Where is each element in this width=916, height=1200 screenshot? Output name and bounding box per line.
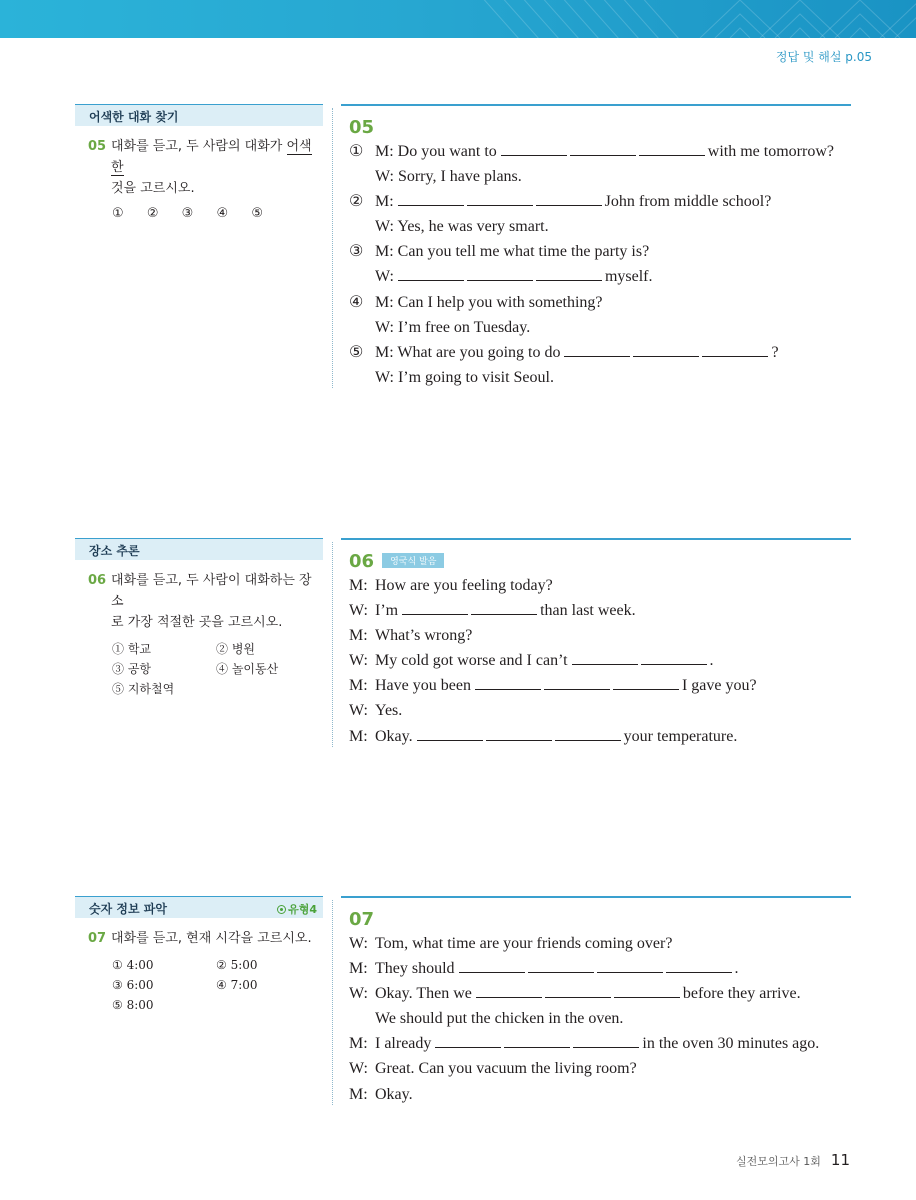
line-text: Okay. <box>375 1085 413 1103</box>
speaker: M: <box>349 727 368 745</box>
line-text: Okay. <box>375 727 413 745</box>
dialogue-line <box>341 931 851 956</box>
speaker: M: <box>375 344 394 361</box>
question-text <box>75 928 323 949</box>
question-number: 05 <box>88 139 107 154</box>
blank[interactable] <box>467 192 533 206</box>
dictation-number: 05 <box>349 116 375 138</box>
option-mark: ④ <box>349 293 364 311</box>
dialogue-line <box>341 239 851 264</box>
dialogue-line <box>341 1006 851 1031</box>
blank[interactable] <box>641 651 707 665</box>
dialogue-lines <box>341 931 851 1107</box>
line-text-end: . <box>734 959 739 977</box>
line-text: How are you feeling today? <box>375 576 553 594</box>
category-bar <box>75 896 323 918</box>
speaker: W: <box>375 167 394 185</box>
answer-reference: 정답 및 해설 p.05 <box>775 50 872 64</box>
section-rule <box>341 104 851 106</box>
dialogue-line <box>341 214 851 239</box>
speaker: M: <box>349 626 368 644</box>
blank[interactable] <box>486 727 552 741</box>
line-text: Have you been <box>375 677 471 695</box>
blank[interactable] <box>666 959 732 973</box>
line-text-end: than last week. <box>540 601 636 619</box>
blank[interactable] <box>528 959 594 973</box>
dialogue-line <box>341 315 851 340</box>
question-panel <box>75 896 323 1015</box>
target-icon <box>277 905 286 914</box>
column-divider <box>332 900 333 1105</box>
speaker: M: <box>349 1085 368 1103</box>
line-text: I already <box>375 1035 432 1053</box>
speaker: W: <box>349 934 368 952</box>
dialogue-line <box>341 623 851 648</box>
speaker: M: <box>349 959 368 977</box>
question-number: 06 <box>88 573 107 588</box>
choice-5[interactable]: ⑤ <box>251 206 263 221</box>
dictation-panel <box>341 896 851 1107</box>
dialogue-lines <box>341 573 851 749</box>
speaker: M: <box>349 1035 368 1053</box>
dialogue-line <box>341 1056 851 1081</box>
speaker: M: <box>349 677 368 695</box>
choice-4[interactable]: ④ <box>216 206 229 221</box>
dictation-panel <box>341 104 851 390</box>
dialogue-line <box>341 340 851 365</box>
dialogue-line <box>341 724 851 749</box>
blank[interactable] <box>467 267 533 281</box>
line-text: Yes, he was very smart. <box>397 218 549 236</box>
speaker: W: <box>349 601 368 619</box>
speaker: W: <box>349 984 368 1002</box>
option-4[interactable]: ④ 7:00 <box>216 978 258 992</box>
speaker: W: <box>349 652 368 670</box>
dialogue-line <box>341 1031 851 1056</box>
blank[interactable] <box>564 343 630 357</box>
blank[interactable] <box>504 1034 570 1048</box>
line-text-end: with me tomorrow? <box>707 142 834 160</box>
section-rule <box>341 538 851 540</box>
line-text: My cold got worse and I can’t <box>375 652 568 670</box>
dialogue-lines <box>341 139 851 391</box>
speaker: M: <box>375 243 394 261</box>
blank[interactable] <box>570 142 636 156</box>
question-panel <box>75 104 323 221</box>
page-footer <box>736 1151 850 1169</box>
category-bar <box>75 104 323 126</box>
dialogue-line <box>341 673 851 698</box>
blank[interactable] <box>639 142 705 156</box>
blank[interactable] <box>536 267 602 281</box>
dialogue-line <box>341 698 851 723</box>
line-text: I’m going to visit Seoul. <box>397 369 554 387</box>
dialogue-line <box>341 264 851 289</box>
answer-options <box>75 639 323 699</box>
line-text: Can you tell me what time the party is? <box>397 243 650 261</box>
blank[interactable] <box>471 601 537 615</box>
blank[interactable] <box>573 1034 639 1048</box>
line-text: Can I help you with something? <box>397 293 603 311</box>
line-text-end: before they arrive. <box>682 984 801 1002</box>
line-text-end: I gave you? <box>681 677 757 695</box>
line-text-end: ? <box>771 344 779 361</box>
blank[interactable] <box>544 676 610 690</box>
question-number: 07 <box>88 931 107 946</box>
dialogue-line <box>341 1082 851 1107</box>
question-text <box>75 136 323 199</box>
category-title: 어색한 대화 찾기 <box>89 110 179 124</box>
speaker: M: <box>375 192 394 210</box>
line-text: Do you want to <box>397 142 497 160</box>
line-text: I’m <box>375 601 399 619</box>
dialogue-line <box>341 598 851 623</box>
blank[interactable] <box>398 267 464 281</box>
blank[interactable] <box>402 601 468 615</box>
blank[interactable] <box>572 651 638 665</box>
choice-3[interactable]: ③ <box>181 206 194 221</box>
question-part-b: 것을 고르시오. <box>111 181 195 196</box>
line-text: Yes. <box>375 702 403 720</box>
line-text-end: in the oven 30 minutes ago. <box>642 1035 820 1053</box>
line-text-end: John from middle school? <box>604 192 772 210</box>
option-5[interactable]: ⑤ 지하철역 <box>112 682 175 696</box>
option-5[interactable]: ⑤ 8:00 <box>112 998 154 1012</box>
category-title: 장소 추론 <box>89 544 140 558</box>
dialogue-line <box>341 290 851 315</box>
line-text-end: . <box>709 652 714 670</box>
header-banner <box>0 0 916 38</box>
speaker: W: <box>375 268 394 286</box>
blank[interactable] <box>475 676 541 690</box>
blank[interactable] <box>501 142 567 156</box>
column-divider <box>332 108 333 388</box>
dictation-number: 07 <box>349 908 375 930</box>
speaker: W: <box>375 369 394 387</box>
dialogue-line <box>341 981 851 1006</box>
line-text: Okay. Then we <box>375 984 472 1002</box>
section-rule <box>341 896 851 898</box>
speaker: M: <box>349 576 368 594</box>
question-text <box>75 570 323 633</box>
option-2[interactable]: ② 병원 <box>216 642 255 656</box>
choice-2[interactable]: ② <box>146 206 159 221</box>
question-part-a: 대화를 듣고, 두 사람의 대화가 <box>111 139 287 154</box>
blank[interactable] <box>398 192 464 206</box>
option-mark: ⑤ <box>349 344 364 361</box>
blank[interactable] <box>476 984 542 998</box>
dialogue-line <box>341 189 851 214</box>
blank[interactable] <box>633 343 699 357</box>
blank[interactable] <box>702 343 768 357</box>
dictation-number <box>349 551 851 573</box>
question-panel <box>75 538 323 699</box>
question-part-a: 대화를 듣고, 현재 시각을 고르시오. <box>111 931 312 946</box>
blank[interactable] <box>597 959 663 973</box>
line-text: What’s wrong? <box>375 626 473 644</box>
option-1[interactable]: ① 4:00 <box>112 958 154 972</box>
line-text: What are you going to do <box>397 344 561 361</box>
speaker: M: <box>375 142 394 160</box>
answer-choices <box>75 206 263 221</box>
dialogue-line <box>341 573 851 598</box>
line-text-end: myself. <box>604 268 653 286</box>
question-part-a: 대화를 듣고, 두 사람이 대화하는 장소 <box>111 573 312 609</box>
dialogue-line <box>341 956 851 981</box>
option-3[interactable]: ③ 공항 <box>112 662 151 676</box>
accent-badge: 영국식 발음 <box>382 553 444 568</box>
option-mark: ② <box>349 192 364 210</box>
dictation-number-text: 06 <box>349 550 375 572</box>
dialogue-line <box>341 648 851 673</box>
category-title: 숫자 정보 파악 <box>89 902 167 916</box>
line-text: They should <box>375 959 455 977</box>
option-2[interactable]: ② 5:00 <box>216 958 258 972</box>
speaker: W: <box>375 318 394 336</box>
line-text: I’m free on Tuesday. <box>397 318 531 336</box>
option-mark: ① <box>349 142 364 160</box>
blank[interactable] <box>536 192 602 206</box>
speaker: W: <box>349 1060 368 1078</box>
line-text: We should put the chicken in the oven. <box>375 1010 624 1028</box>
answer-options <box>75 955 323 1015</box>
speaker: W: <box>375 218 394 236</box>
dialogue-line <box>341 365 851 390</box>
line-text: Tom, what time are your friends coming over? <box>375 934 673 952</box>
choice-1[interactable]: ① <box>112 206 124 221</box>
category-bar <box>75 538 323 560</box>
line-text: Sorry, I have plans. <box>397 167 522 185</box>
page-number: 11 <box>830 1151 850 1169</box>
option-4[interactable]: ④ 놀이동산 <box>216 662 279 676</box>
line-text: Great. Can you vacuum the living room? <box>375 1060 637 1078</box>
speaker: M: <box>375 293 394 311</box>
speaker: W: <box>349 702 368 720</box>
question-part-b: 로 가장 적절한 곳을 고르시오. <box>111 615 283 630</box>
blank[interactable] <box>545 984 611 998</box>
blank[interactable] <box>417 727 483 741</box>
book-title: 실전모의고사 1회 <box>736 1155 821 1168</box>
dialogue-line <box>341 139 851 164</box>
column-divider <box>332 542 333 747</box>
dictation-panel <box>341 538 851 749</box>
option-3[interactable]: ③ 6:00 <box>112 978 154 992</box>
option-mark: ③ <box>349 243 364 261</box>
type-tag <box>277 901 317 917</box>
question-underlined: 어색한 <box>111 139 312 175</box>
option-1[interactable]: ① 학교 <box>112 642 151 656</box>
line-text-end: your temperature. <box>623 727 738 745</box>
banner-pattern <box>0 0 916 38</box>
dialogue-line <box>341 164 851 189</box>
blank[interactable] <box>459 959 525 973</box>
blank[interactable] <box>614 984 680 998</box>
type-tag-label: 유형4 <box>288 903 317 916</box>
blank[interactable] <box>435 1034 501 1048</box>
blank[interactable] <box>613 676 679 690</box>
blank[interactable] <box>555 727 621 741</box>
